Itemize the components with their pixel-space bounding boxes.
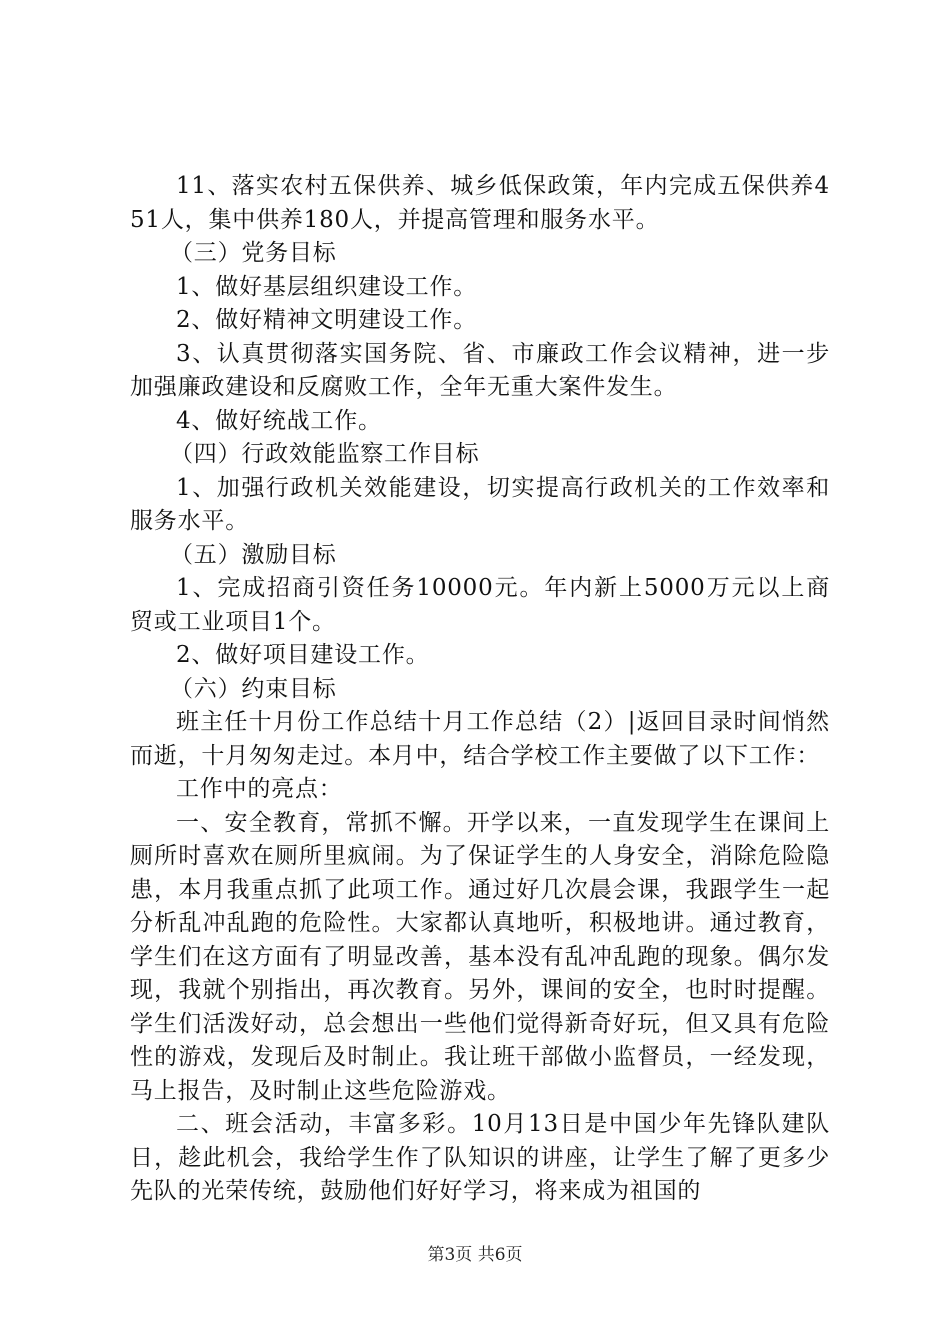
paragraph-safety-education: 一、安全教育，常抓不懈。开学以来，一直发现学生在课间上厕所时喜欢在厕所里疯闹。为了保证学生的人身安全，消除危险隐患，本月我重点抓了此项工作。通过好几次晨会课，我跟学生一起分析乱冲乱跑的危险性。大家都认真地听，积极地讲。通过教育，学生们在这方面有了明显改善，基本没有乱冲乱跑的现象。偶尔发现，我就个别指出，再次教育。另外，课间的安全，也时时提醒。学生们活泼好动，总会想出一些他们觉得新奇好玩，但又具有危险性的游戏，发现后及时制止。我让班干部做小监督员，一经发现，马上报告，及时制止这些危险游戏。 (130, 809, 830, 1104)
section-heading-incentive: （五）激励目标 (170, 541, 337, 568)
paragraph-summary-intro: 班主任十月份工作总结十月工作总结（2）|返回目录时间悄然而逝，十月匆匆走过。本月中，结合学校工作主要做了以下工作： (130, 709, 830, 769)
section-heading-party-affairs: （三）党务目标 (170, 240, 337, 266)
paragraph-item-1-efficiency: 1、加强行政机关效能建设，切实提高行政机关的工作效率和服务水平。 (130, 474, 830, 534)
paragraph-item-1-investment: 1、完成招商引资任务10000元。年内新上5000万元以上商贸或工业项目1个。 (130, 575, 830, 635)
paragraph-item-1-grassroots: 1、做好基层组织建设工作。 (176, 273, 478, 300)
paragraph-highlights-heading: 工作中的亮点： (176, 776, 343, 802)
document-body (130, 170, 830, 1209)
paragraph-item-4-united-front: 4、做好统战工作。 (176, 407, 382, 434)
paragraph-item-2-civilization: 2、做好精神文明建设工作。 (176, 307, 478, 333)
section-heading-constraint: （六）约束目标 (170, 675, 337, 702)
paragraph-item-3-integrity: 3、认真贯彻落实国务院、省、市廉政工作会议精神，进一步加强廉政建设和反腐败工作，全年无重大案件发生。 (130, 340, 830, 400)
page-number-footer: 第3页 共6页 (427, 1245, 523, 1265)
paragraph-item-2-projects: 2、做好项目建设工作。 (176, 642, 430, 668)
paragraph-class-activities: 二、班会活动，丰富多彩。10月13日是中国少年先锋队建队日，趁此机会，我给学生作了队知识的讲座，让学生了解了更多少先队的光荣传统，鼓励他们好好学习，将来成为祖国的 (130, 1111, 830, 1204)
paragraph-item-11: 11、落实农村五保供养、城乡低保政策，年内完成五保供养451人，集中供养180人，并提高管理和服务水平。 (130, 173, 830, 233)
section-heading-efficiency: （四）行政效能监察工作目标 (170, 441, 480, 467)
